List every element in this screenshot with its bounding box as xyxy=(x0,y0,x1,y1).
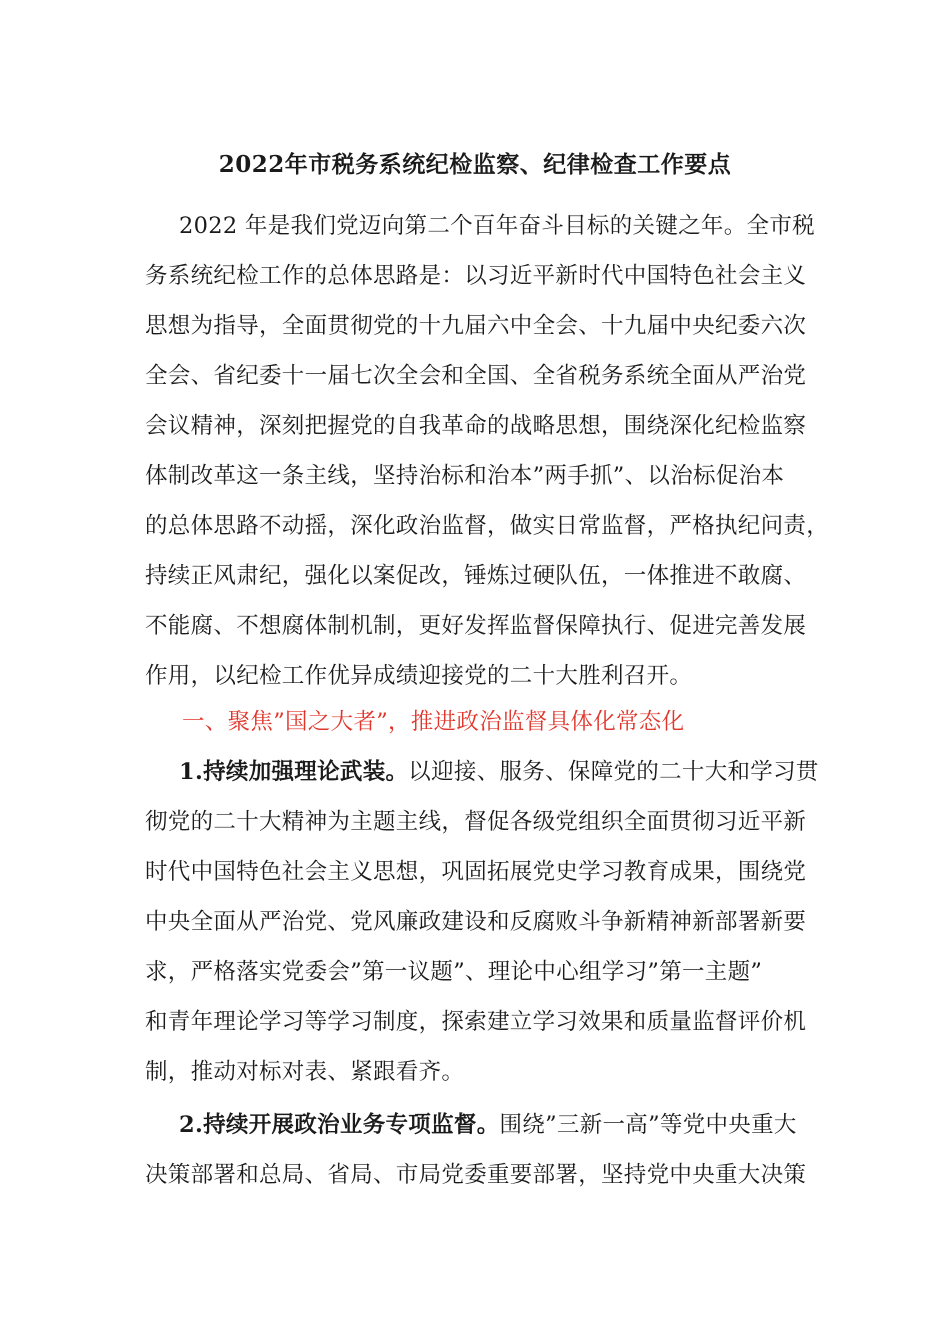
item-1-line: 和青年理论学习等学习制度，探索建立学习效果和质量监督评价机 xyxy=(145,1009,807,1035)
item-1-line: 制，推动对标对表、紧跟看齐。 xyxy=(145,1059,465,1085)
intro-line: 务系统纪检工作的总体思路是：以习近平新时代中国特色社会主义 xyxy=(145,263,807,289)
item-2-paragraph xyxy=(145,1100,806,1200)
intro-line: 体制改革这一条主线，坚持治标和治本”两手抓”、以治标促治本 xyxy=(145,463,785,489)
intro-paragraph xyxy=(145,201,829,701)
item-1-paragraph xyxy=(145,747,819,1097)
intro-line: 持续正风肃纪，强化以案促改，锤炼过硬队伍，一体推进不敢腐、 xyxy=(145,563,807,589)
item-1-line: 求，严格落实党委会”第一议题”、理论中心组学习”第一主题” xyxy=(145,959,763,985)
item-1-lead: 1.持续加强理论武装。 xyxy=(179,759,409,785)
item-1-first-line xyxy=(145,747,819,797)
intro-line: 2022 年是我们党迈向第二个百年奋斗目标的关键之年。全市税 xyxy=(179,213,815,239)
item-1-line: 中央全面从严治党、党风廉政建设和反腐败斗争新精神新部署新要 xyxy=(145,909,807,935)
intro-line: 会议精神，深刻把握党的自我革命的战略思想，围绕深化纪检监察 xyxy=(145,413,807,439)
intro-line: 全会、省纪委十一届七次全会和全国、全省税务系统全面从严治党 xyxy=(145,363,807,389)
item-1-line: 时代中国特色社会主义思想，巩固拓展党史学习教育成果，围绕党 xyxy=(145,859,807,885)
item-2-first-line xyxy=(145,1100,806,1150)
intro-line: 作用，以纪检工作优异成绩迎接党的二十大胜利召开。 xyxy=(145,663,693,689)
item-2-line: 决策部署和总局、省局、市局党委重要部署，坚持党中央重大决策 xyxy=(145,1162,807,1188)
document-title: 2022年市税务系统纪检监察、纪律检查工作要点 xyxy=(218,151,732,178)
section-heading: 一、聚焦”国之大者”，推进政治监督具体化常态化 xyxy=(182,709,685,735)
intro-line: 的总体思路不动摇，深化政治监督，做实日常监督，严格执纪问责， xyxy=(145,513,830,539)
item-2-first-line-text: 围绕”三新一高”等党中央重大 xyxy=(499,1112,797,1138)
item-2-lead: 2.持续开展政治业务专项监督。 xyxy=(179,1112,500,1138)
intro-line: 不能腐、不想腐体制机制，更好发挥监督保障执行、促进完善发展 xyxy=(145,613,807,639)
item-1-line: 彻党的二十大精神为主题主线，督促各级党组织全面贯彻习近平新 xyxy=(145,809,807,835)
intro-line: 思想为指导，全面贯彻党的十九届六中全会、十九届中央纪委六次 xyxy=(145,313,807,339)
item-1-first-line-text: 以迎接、服务、保障党的二十大和学习贯 xyxy=(408,759,819,785)
